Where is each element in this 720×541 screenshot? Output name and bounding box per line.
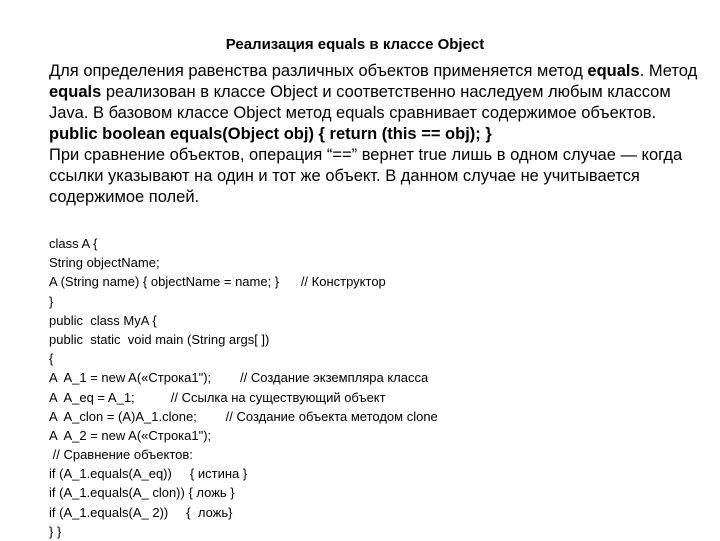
code-line: public static void main (String args[ ]) <box>49 331 270 347</box>
code-line: } <box>49 293 54 309</box>
code-line: public class MyA { <box>49 312 157 328</box>
code-line: } } <box>49 523 62 539</box>
intro-text-3: реализован в классе Object и соответственно наследуем любым классом Java. В базовом классе Object метод equals сравнивает содержимое объектов. <box>49 83 671 122</box>
code-line: if (A_1.equals(A_ 2)) { ложь} <box>49 504 233 520</box>
code-line: A A_clon = (A)A_1.clone; // Создание объекта методом clone <box>49 408 438 424</box>
method-signature: public boolean equals(Object obj) { return (this == obj); } <box>49 125 492 143</box>
comparison-paragraph: При сравнение объектов, операция “==” вернет true лишь в одном случае — когда ссылки указывают на один и тот же объект. В данном случае не учитывается содержимое полей. <box>49 146 683 206</box>
code-line: if (A_1.equals(A_eq)) { истина } <box>49 466 248 482</box>
code-line: String objectName; <box>49 255 160 271</box>
code-line: if (A_1.equals(A_ clon)) { ложь } <box>49 485 235 501</box>
code-example <box>49 234 714 541</box>
intro-text-1: Для определения равенства различных объектов применяется метод <box>49 62 588 80</box>
slide-title: Реализация equals в классе Object <box>225 36 485 53</box>
code-line: A A_1 = new A(«Строка1"); // Создание экземпляра класса <box>49 370 429 386</box>
intro-text-2: . Метод <box>639 62 698 80</box>
code-line: class A { <box>49 236 98 251</box>
intro-paragraph <box>49 61 714 124</box>
equals-keyword: equals <box>587 62 640 80</box>
code-line: A (String name) { objectName = name; } // Конструктор <box>49 274 386 290</box>
code-line: A A_2 = new A(«Строка1"); <box>49 427 212 443</box>
code-line: // Сравнение объектов: <box>49 447 193 463</box>
equals-keyword-2: equals <box>49 83 102 101</box>
code-line: { <box>49 351 54 367</box>
intro-text <box>49 61 714 208</box>
code-line: A A_eq = A_1; // Ссылка на существующий объект <box>49 389 386 405</box>
